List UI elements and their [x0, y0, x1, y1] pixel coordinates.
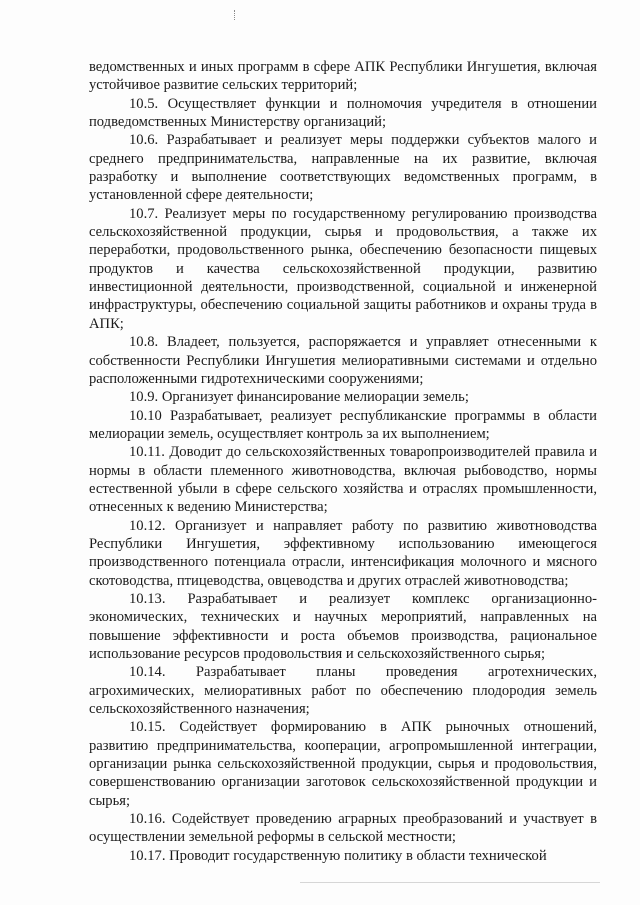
- paragraph-10-7: 10.7. Реализует меры по государственному регулированию производства сельскохозяйственной продукции, сырья и продовольствия, а также их переработки, продовольственного рынка, обеспечению безопасности пищевых продуктов и качества сельскохозяйственной продукции, развитию инвестиционной деятельности, производственной, социальной и инженерной инфраструктуры, обеспечению социальной защиты работников и охраны труда в АПК;: [89, 205, 597, 332]
- paragraph-10-11: 10.11. Доводит до сельскохозяйственных товаропроизводителей правила и нормы в области племенного животноводства, включая рыбоводство, нормы естественной убыли в сфере сельского хозяйства и отраслях промышленности, отнесенных к ведению Министерства;: [89, 444, 597, 516]
- paragraph-10-9: 10.9. Организует финансирование мелиорации земель;: [129, 389, 469, 406]
- paragraph-10-17: 10.17. Проводит государственную политику в области технической: [129, 847, 547, 864]
- paragraph-10-6: 10.6. Разрабатывает и реализует меры поддержки субъектов малого и среднего предпринимательства, направленные на их развитие, включая разработку и выполнение соответствующих ведомственных программ, в установленной сфере деятельности;: [89, 132, 597, 204]
- paragraph-10-12: 10.12. Организует и направляет работу по развитию животноводства Республики Ингушетия, эффективному использованию имеющегося производственного потенциала отрасли, интенсификация молочного и мясного скотоводства, птицеводства, овцеводства и других отраслей животноводства;: [89, 517, 597, 589]
- paragraph-10-5: 10.5. Осуществляет функции и полномочия учредителя в отношении подведомственных Министерству организаций;: [89, 95, 597, 131]
- paragraph: ведомственных и иных программ в сфере АПК Республики Ингушетия, включая устойчивое развитие сельских территорий;: [89, 59, 597, 94]
- paragraph-10-8: 10.8. Владеет, пользуется, распоряжается и управляет отнесенными к собственности Республики Ингушетия мелиоративными системами и отдельно расположенными гидротехническими сооружениями;: [89, 334, 597, 387]
- paragraph-10-14: 10.14. Разрабатывает планы проведения агротехнических, агрохимических, мелиоративных работ по обеспечению плодородия земель сельскохозяйственного назначения;: [89, 664, 597, 718]
- scan-edge-line: [300, 882, 600, 883]
- paragraph-10-13: 10.13. Разрабатывает и реализует комплекс организационно-экономических, технических и научных мероприятий, направленных на повышение эффективности и роста объемов производства, рациональное использование ресурсов продовольствия и сельскохозяйственного сырья;: [89, 590, 597, 662]
- document-body: [89, 58, 597, 865]
- paragraph-10-15: 10.15. Содействует формированию в АПК рыночных отношений, развитию предпринимательства, кооперации, агропромышленной интеграции, организации рынка сельскохозяйственной продукции, сырья и продовольствия, совершенствованию организации заготовок сельскохозяйственной продукции и сырья;: [89, 719, 597, 809]
- paragraph-10-16: 10.16. Содействует проведению аграрных преобразований и участвует в осуществлении земельной реформы в сельской местности;: [89, 811, 597, 846]
- paragraph-10-10: 10.10 Разрабатывает, реализует республиканские программы в области мелиорации земель, осуществляет контроль за их выполнением;: [89, 407, 597, 442]
- scan-mark: [234, 10, 238, 20]
